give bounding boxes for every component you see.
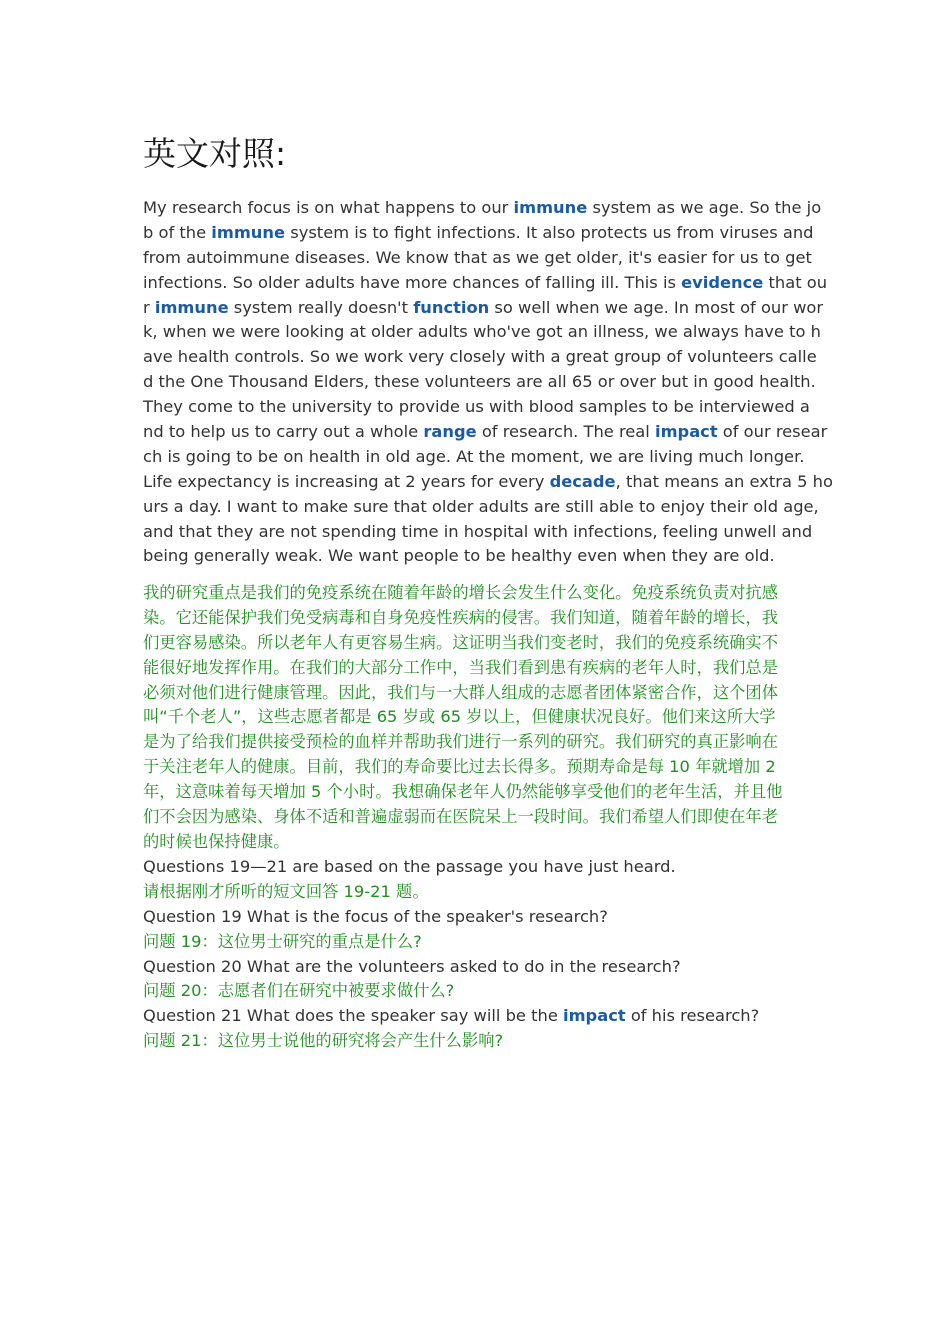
- text-segment: infections. So older adults have more chances of falling ill. This is: [143, 272, 682, 292]
- english-line: [143, 520, 823, 545]
- keyword-highlight: evidence: [681, 272, 764, 292]
- text-segment: system is to fight infections. It also protects us from viruses and: [285, 222, 814, 242]
- chinese-line: 能很好地发挥作用。在我们的大部分工作中，当我们看到患有疾病的老年人时，我们总是: [143, 657, 778, 677]
- text-segment: ch is going to be on health in old age. At the moment, we are living much longer.: [143, 446, 805, 466]
- text-segment: , that means an extra 5 ho: [615, 471, 833, 491]
- english-line: [143, 320, 823, 345]
- question-translation: [143, 880, 823, 905]
- english-line: [143, 271, 828, 296]
- text-segment: being generally weak. We want people to be healthy even when they are old.: [143, 546, 775, 566]
- english-line: [143, 544, 823, 569]
- question-line: [143, 855, 823, 880]
- chinese-line: 是为了给我们提供接受预检的血样并帮助我们进行一系列的研究。我们研究的真正影响在: [143, 732, 778, 752]
- english-line: [143, 445, 823, 470]
- text-segment: d the One Thousand Elders, these volunteers are all 65 or over but in good health.: [143, 372, 816, 392]
- text-segment: system as we age. So the jo: [587, 198, 822, 217]
- chinese-line: 必须对他们进行健康管理。因此，我们与一大群人组成的志愿者团体紧密合作，这个团体: [143, 682, 778, 702]
- text-segment: Question 19 What is the focus of the speaker's research?: [143, 906, 608, 926]
- question-text: [143, 1004, 823, 1029]
- text-segment: of research. The real: [476, 422, 655, 442]
- question-translation: [143, 930, 823, 955]
- english-line: [143, 495, 823, 520]
- keyword-highlight: impact: [655, 422, 718, 442]
- chinese-passage: [143, 581, 823, 855]
- english-line: [143, 395, 823, 420]
- chinese-line: 年，这意味着每天增加 5 个小时。我想确保老年人仍然能够享受他们的老年生活，并且他: [143, 782, 783, 802]
- question-translation: [143, 979, 823, 1004]
- text-segment: nd to help us to carry out a whole: [143, 422, 424, 442]
- chinese-line: 于关注老年人的健康。目前，我们的寿命要比过去长得多。预期寿命是每 10 年就增加 2: [143, 757, 776, 777]
- text-segment: b of the: [143, 222, 212, 242]
- text-segment: r: [143, 297, 155, 317]
- text-segment: 请根据刚才所听的短文回答 19-21 题。: [143, 881, 429, 901]
- chinese-line: 的时候也保持健康。: [143, 831, 290, 851]
- english-line: [143, 345, 823, 370]
- text-segment: They come to the university to provide us with blood samples to be interviewed a: [143, 397, 810, 417]
- question-line: [143, 955, 823, 980]
- text-segment: of his research?: [625, 1006, 760, 1026]
- keyword-highlight: decade: [549, 471, 616, 491]
- question-line: [143, 880, 823, 905]
- keyword-highlight: impact: [563, 1006, 626, 1026]
- text-segment: 问题 19：这位男士研究的重点是什么?: [143, 931, 422, 951]
- text-segment: Question 20 What are the volunteers asked to do in the research?: [143, 956, 681, 976]
- question-text: [143, 905, 823, 930]
- text-segment: Questions 19—21 are based on the passage you have just heard.: [143, 857, 676, 876]
- text-segment: urs a day. I want to make sure that older adults are still able to enjoy their old age,: [143, 496, 819, 516]
- questions-section: [143, 855, 823, 1054]
- chinese-line: 们更容易感染。所以老年人有更容易生病。这证明当我们变老时，我们的免疫系统确实不: [143, 632, 778, 652]
- text-segment: from autoimmune diseases. We know that as we get older, it's easier for us to get: [143, 247, 812, 267]
- chinese-line: 我的研究重点是我们的免疫系统在随着年龄的增长会发生什么变化。免疫系统负责对抗感: [143, 583, 778, 602]
- question-line: [143, 1029, 823, 1054]
- question-translation: [143, 1029, 823, 1054]
- english-line: [143, 370, 823, 395]
- text-segment: system really doesn't: [228, 297, 414, 317]
- keyword-highlight: range: [423, 422, 477, 442]
- question-line: [143, 979, 823, 1004]
- question-text: [143, 955, 823, 980]
- english-line: [143, 246, 823, 271]
- text-segment: My research focus is on what happens to our: [143, 198, 514, 217]
- english-line: [143, 221, 823, 246]
- page-title: 英文对照:: [143, 134, 287, 173]
- question-line: [143, 930, 823, 955]
- text-segment: and that they are not spending time in hospital with infections, feeling unwell and: [143, 521, 813, 541]
- question-line: [143, 905, 823, 930]
- chinese-line: 们不会因为感染、身体不适和普遍虚弱而在医院呆上一段时间。我们希望人们即使在年老: [143, 807, 778, 827]
- text-segment: Question 21 What does the speaker say will be the: [143, 1006, 564, 1026]
- text-segment: ave health controls. So we work very closely with a great group of volunteers calle: [143, 347, 817, 367]
- keyword-highlight: function: [413, 297, 490, 317]
- english-line: [143, 196, 823, 221]
- english-line: [143, 420, 828, 445]
- text-segment: so well when we age. In most of our wor: [489, 297, 824, 317]
- english-passage: [143, 196, 833, 569]
- keyword-highlight: immune: [211, 222, 286, 242]
- chinese-line: 染。它还能保护我们免受病毒和自身免疫性疾病的侵害。我们知道，随着年龄的增长，我: [143, 607, 778, 627]
- english-line: [143, 296, 823, 321]
- text-segment: Life expectancy is increasing at 2 years for every: [143, 471, 550, 491]
- question-text: [143, 855, 823, 880]
- text-segment: that ou: [763, 272, 828, 292]
- text-segment: k, when we were looking at older adults who've got an illness, we always have to h: [143, 322, 821, 342]
- keyword-highlight: immune: [154, 297, 229, 317]
- english-line: [143, 470, 833, 495]
- keyword-highlight: immune: [513, 198, 588, 217]
- chinese-line: 叫“千个老人”，这些志愿者都是 65 岁或 65 岁以上，但健康状况良好。他们来这所大学: [143, 707, 776, 727]
- question-line: [143, 1004, 823, 1029]
- text-segment: of our resear: [717, 422, 828, 442]
- text-segment: 问题 20：志愿者们在研究中被要求做什么?: [143, 981, 455, 1001]
- text-segment: 问题 21：这位男士说他的研究将会产生什么影响?: [143, 1031, 504, 1051]
